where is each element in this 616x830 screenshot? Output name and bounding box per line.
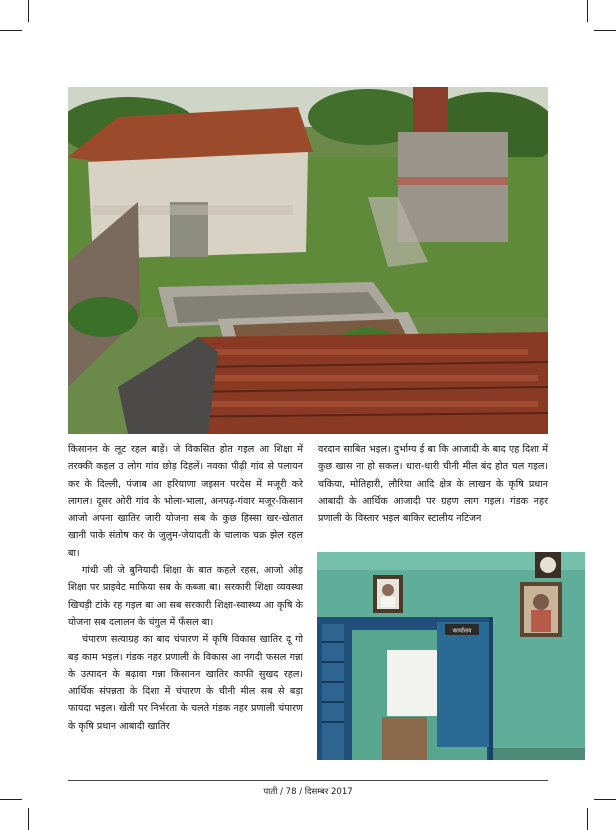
crop-mark — [28, 808, 29, 830]
right-text-column — [318, 441, 548, 527]
paragraph: वरदान साबित भइल। दुर्भाग्य ई बा कि आजादी के बाद एह दिशा में कुछ खास ना हो सकल। धारा-धारी चीनी मील बंद होत चल गइल। चकिया, मोतिहारी, लौरिया आदि क्षेत्र के लाखन के कृषि प्रधान आबादी के आर्थिक आजादी पर ग्रहण लाग गइल। गंडक नहर प्रणाली के विस्तार भइल बाकिर स्टालीय नटिजन — [318, 444, 548, 525]
paragraph: गांधी जी जे बुनियादी शिक्षा के बात कहले रहस, आजो ओह शिक्षा पर प्राइवेट माफिया सब के कब्जा बा। सरकारी शिक्षा व्यवस्था खिचड़ी टांके रह गइल बा आ सब सरकारी शिक्षा-स्वास्थ्य आ कृषि के योजना सब दलालन के चंगुल में फँसल बा। — [68, 565, 303, 628]
office-room-photo — [317, 552, 585, 760]
paragraph: किसानन के लूट रहल बाड़ें। जे विकसित होत गइल आ शिक्षा में तरक्की कइल उ लोग गांव छोड़ दिहलें। नवका पीढ़ी गांव से पलायन कर के दिल्ली, पंजाब आ हरियाणा जइसन परदेस में मजूरी करे लागल। दूसर ओरी गांव के भोला-भाला, अनपढ़-गंवार मजूर-किसान आजो अपना खातिर जारी योजना सब के कुछ हिस्सा खर-खेतात खानी पाके संतोष कर के जुलुम-जेयादती के चालाक चक्र झेल रहल बा। — [68, 444, 303, 559]
village-house-illustration — [68, 87, 548, 434]
crop-mark — [594, 799, 616, 800]
crop-mark — [587, 808, 588, 830]
crop-mark — [0, 30, 22, 31]
room-sign: कार्यालय — [452, 627, 472, 635]
paragraph: चंपारण सत्याग्रह का बाद चंपारण में कृषि विकास खातिर दू गो बड़ काम भइल। गंडक नहर प्रणाली के विकास आ नगदी फसल गन्ना के उत्पादन के बढ़ावा गन्ना किसानन खातिर काफी सुखद रहल। आर्थिक संपन्नता के दिशा में चंपारण के चीनी मील सब से बड़ा फायदा भइल। खेती पर निर्भरता के चलते गंडक नहर प्रणाली चंपारण के कृषि प्रधान आबादी खातिर — [68, 634, 303, 732]
left-text-column — [68, 441, 303, 735]
crop-mark — [594, 30, 616, 31]
office-room-illustration — [317, 552, 585, 760]
crop-mark — [0, 799, 22, 800]
footer-rule — [68, 780, 548, 781]
crop-mark — [587, 0, 588, 22]
page-footer: पाती / 78 / दिसम्बर 2017 — [263, 787, 353, 797]
village-house-photo — [68, 87, 548, 434]
crop-mark — [28, 0, 29, 22]
